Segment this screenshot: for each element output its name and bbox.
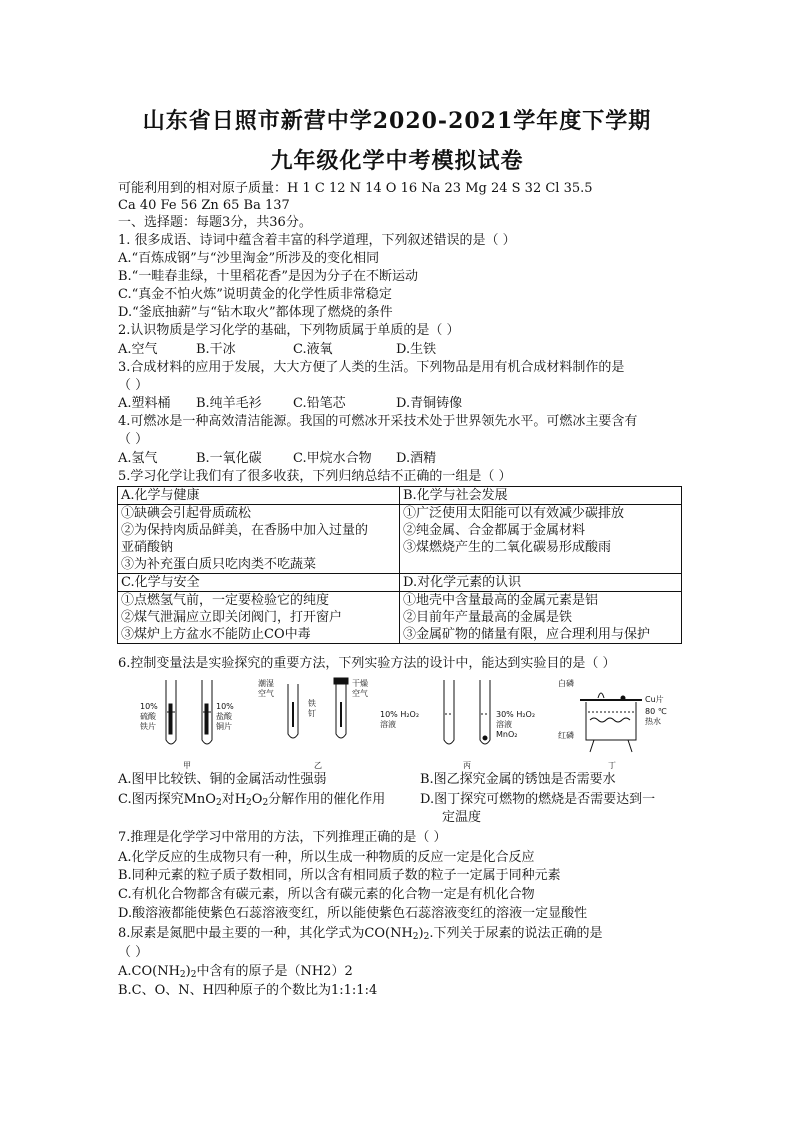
caption-ding: 丁 [608,761,616,770]
q5-cell-c-title: C.化学与安全 [118,574,400,592]
figure-yi [288,678,348,738]
q3-stem: 3.合成材料的应用于发展，大大方便了人类的生活。下列物品是用有机合成材料制作的是 [118,360,625,375]
ding-label-5: 红磷 [558,731,574,740]
q3-option-d: D.青铜铸像 [396,396,463,411]
yi-label-5: 干燥 [352,679,368,688]
q6-c-text-2: 对H [221,792,247,807]
q5-c-item2: ②煤气泄漏应立即关闭阀门，打开窗户 [121,610,343,625]
q6-option-c [118,791,385,812]
q1-option-b: B.“一畦春韭绿，十里稻花香”是因为分子在不断运动 [118,269,418,284]
atomic-mass-line2: Ca 40 Fe 56 Zn 65 Ba 137 [118,198,290,213]
q5-c-item1: ①点燃氢气前，一定要检验它的纯度 [121,593,330,608]
bing-label-2: 溶液 [380,720,396,729]
q5-cell-c [118,592,400,644]
q6-option-d: D.图丁探究可燃物的燃烧是否需要达到一 [420,792,656,807]
q8-stem [118,925,602,946]
exam-title-line2: 九年级化学中考模拟试卷 [270,148,524,174]
figure-bing [444,680,490,744]
ding-label-3: 80 ℃ [645,707,667,716]
q6-experiment-figure [118,672,680,772]
q5-d-item2: ②目前年产量最高的金属是铁 [403,610,573,625]
caption-bing: 丙 [463,761,471,770]
q8-a-text-2: ) [185,964,191,979]
q1-option-a: A.“百炼成钢”与“沙里淘金”所涉及的变化相同 [118,251,380,266]
q8-a-sub-2: 2 [190,970,197,980]
q1-option-c: C.“真金不怕火炼”说明黄金的化学性质非常稳定 [118,287,392,302]
q5-a-item2-cont: 亚硝酸钠 [121,540,174,555]
bing-label-5: MnO₂ [496,730,518,739]
ding-label-2: Cu片 [645,695,664,704]
atomic-mass-line1: 可能利用到的相对原子质量：H 1 C 12 N 14 O 16 Na 23 Mg 24 S 32 Cl 35.5 [118,181,593,196]
q8-option-b: B.C、O、N、H四种原子的个数比为1:1:1:4 [118,983,378,998]
q5-cell-d-title: D.对化学元素的认识 [400,574,682,592]
q6-stem: 6.控制变量法是实验探究的重要方法，下列实验方法的设计中，能达到实验目的是（ ） [118,656,616,671]
q5-d-item1: ①地壳中含量最高的金属元素是铝 [403,593,599,608]
q2-option-c: C.液氧 [293,342,333,357]
q5-b-item3: ③煤燃烧产生的二氧化碳易形成酸雨 [403,540,612,555]
yi-label-3: 铁 [308,699,316,708]
q8-stem-sub-2: 2 [423,932,430,942]
jia-label-2: 硫酸 [140,712,156,721]
bing-label-1: 10% H₂O₂ [380,710,420,719]
q8-a-text-3: 中含有的原子是（NH2）2 [196,964,353,979]
q6-c-sub-3: 2 [262,798,269,808]
jia-label-1: 10% [140,702,158,711]
q8-stem-text-3: .下列关于尿素的说法正确的是 [429,926,603,941]
q7-option-a: A.化学反应的生成物只有一种，所以生成一种物质的反应一定是化合反应 [118,850,535,865]
q1-stem: 1. 很多成语、诗词中蕴含着丰富的科学道理，下列叙述错误的是（ ） [118,233,516,248]
q7-option-d: D.酸溶液都能使紫色石蕊溶液变红，所以能使紫色石蕊溶液变红的溶液一定显酸性 [118,906,588,921]
q5-a-item3: ③为补充蛋白质只吃肉类不吃蔬菜 [121,557,317,572]
jia-label-4: 10% [216,702,234,711]
q5-cell-b [400,505,682,574]
q5-cell-a [118,505,400,574]
q1-option-d: D.“釜底抽薪”与“钻木取火”都体现了燃烧的条件 [118,305,393,320]
q6-c-text-3: O [251,792,263,807]
q8-stem-sub-1: 2 [412,932,419,942]
q5-cell-b-title: B.化学与社会发展 [400,487,682,505]
q4-option-a: A.氢气 [118,451,158,466]
q8-option-a [118,963,353,984]
q7-option-b: B.同种元素的粒子质子数相同，所以含有相同质子数的粒子一定属于同种元素 [118,868,561,883]
q6-option-d-cont: 定温度 [442,810,482,825]
jia-label-5: 盐酸 [216,712,232,721]
caption-jia: 甲 [183,761,191,770]
q6-c-sub-1: 2 [215,798,222,808]
q4-stem: 4.可燃冰是一种高效清洁能源。我国的可燃冰开采技术处于世界领先水平。可燃冰主要含有 [118,414,638,429]
q2-option-a: A.空气 [118,342,158,357]
q4-option-b: B.一氧化碳 [196,451,262,466]
q5-a-item2: ②为保持肉质品鲜美，在香肠中加入过量的 [121,523,369,538]
q2-option-b: B.干冰 [196,342,236,357]
q8-stem-cont: （ ） [118,945,149,960]
q5-table [117,486,682,644]
section-heading: 一、选择题：每题3分，共36分。 [118,215,312,230]
jia-label-6: 铜片 [216,722,232,731]
q4-option-c: C.甲烷水合物 [293,451,372,466]
bing-label-3: 30% H₂O₂ [496,710,536,719]
ding-label-4: 热水 [645,717,661,726]
q7-stem: 7.推理是化学学习中常用的方法，下列推理正确的是（ ） [118,830,447,845]
q2-stem: 2.认识物质是学习化学的基础，下列物质属于单质的是（ ） [118,323,460,338]
figure-ding [580,693,642,752]
ding-label-1: 白磷 [558,679,574,688]
jia-label-3: 铁片 [140,722,156,731]
yi-label-2: 空气 [258,689,274,698]
q5-b-item2: ②纯金属、合金都属于金属材料 [403,523,586,538]
q8-stem-text-2: ) [418,926,424,941]
q5-c-item3: ③煤炉上方盆水不能防止CO中毒 [121,627,311,642]
q5-a-item1: ①缺碘会引起骨质疏松 [121,506,252,521]
q6-c-text-4: 分解作用的催化作用 [268,792,386,807]
q5-b-item1: ①广泛使用太阳能可以有效减少碳排放 [403,506,625,521]
q4-option-d: D.酒精 [396,451,437,466]
q5-cell-a-title: A.化学与健康 [118,487,400,505]
q6-option-b: B.图乙探究金属的锈蚀是否需要水 [420,772,616,787]
q6-c-text-1: C.图丙探究MnO [118,792,216,807]
yi-label-4: 钉 [308,709,316,718]
caption-yi: 乙 [314,761,322,770]
yi-label-6: 空气 [352,689,368,698]
q3-stem-cont: （ ） [118,378,149,393]
bing-label-4: 溶液 [496,720,512,729]
q3-option-a: A.塑料桶 [118,396,171,411]
q6-option-a: A.图甲比较铁、铜的金属活动性强弱 [118,772,327,787]
q8-a-text-1: A.CO(NH [118,964,180,979]
figure-jia [166,680,212,744]
q2-option-d: D.生铁 [396,342,437,357]
q8-stem-text-1: 8.尿素是氮肥中最主要的一种，其化学式为CO(NH [118,926,413,941]
q4-stem-cont: （ ） [118,432,149,447]
q8-a-sub-1: 2 [179,970,186,980]
q5-d-item3: ③金属矿物的储量有限，应合理利用与保护 [403,627,651,642]
q6-c-sub-2: 2 [246,798,252,808]
q7-option-c: C.有机化合物都含有碳元素，所以含有碳元素的化合物一定是有机化合物 [118,887,535,902]
yi-label-1: 潮湿 [258,679,274,688]
q5-stem: 5.学习化学让我们有了很多收获，下列归纳总结不正确的一组是（ ） [118,469,512,484]
exam-title-line1: 山东省日照市新营中学2020-2021学年度下学期 [142,108,652,134]
q3-option-b: B.纯羊毛衫 [196,396,262,411]
q5-cell-d [400,592,682,644]
q3-option-c: C.铅笔芯 [293,396,346,411]
